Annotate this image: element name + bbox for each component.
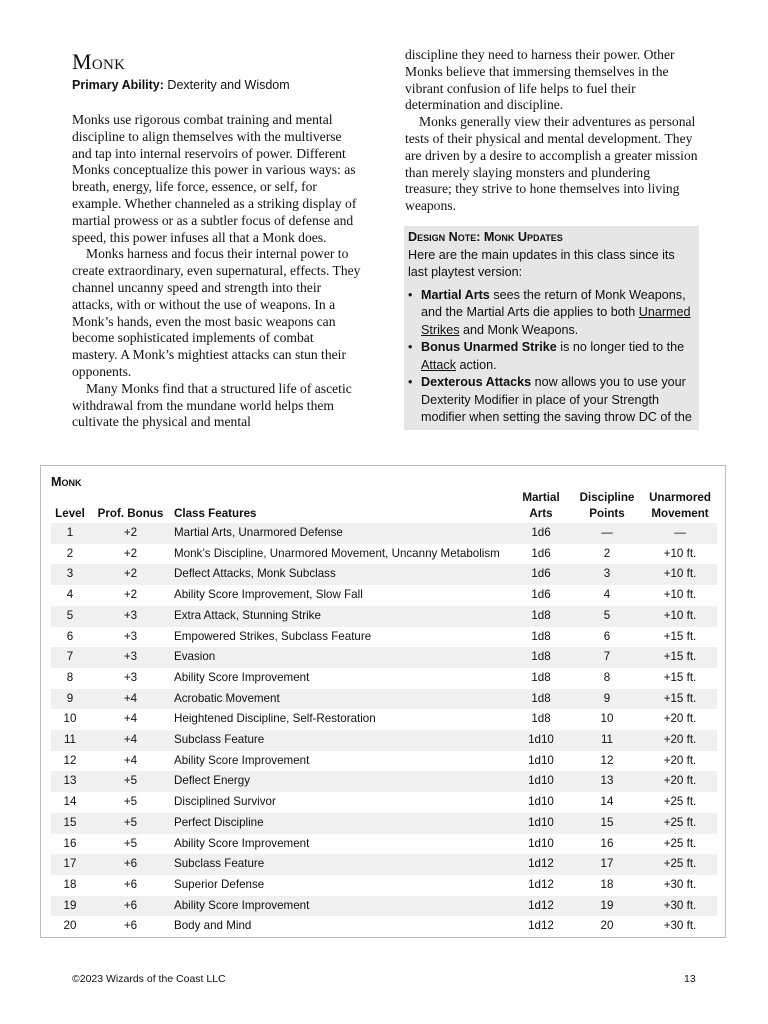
cell-martial-arts: 1d10 — [511, 771, 571, 792]
table-row — [51, 709, 717, 730]
table-row — [51, 834, 717, 855]
cell-class-features: Monk’s Discipline, Unarmored Movement, Uncanny Metabolism — [174, 546, 500, 560]
cell-martial-arts: 1d8 — [531, 712, 551, 726]
bullet-text: now allows you to use your Dexterity Modifier in place of your Strength modifier when setting the saving throw DC of the — [421, 375, 692, 424]
cell-discipline-points: 17 — [571, 854, 643, 875]
footer-copyright: ©2023 Wizards of the Coast LLC — [72, 973, 226, 985]
header-martial-arts — [511, 490, 571, 523]
table-row — [51, 585, 717, 606]
cell-unarmored-movement: +30 ft. — [663, 919, 697, 933]
cell-prof-bonus: +4 — [89, 689, 172, 710]
cell-level: 11 — [51, 730, 89, 751]
sidebar-list — [408, 287, 696, 427]
cell-level: 19 — [51, 896, 89, 917]
cell-class-features: Deflect Attacks, Monk Subclass — [172, 564, 511, 585]
cell-class-features: Perfect Discipline — [172, 813, 511, 834]
cell-prof-bonus: +2 — [123, 588, 138, 602]
cell-discipline-points: 8 — [603, 670, 611, 684]
cell-discipline-points: 19 — [571, 896, 643, 917]
cell-martial-arts: 1d12 — [511, 854, 571, 875]
cell-level: 8 — [66, 670, 74, 684]
cell-martial-arts: 1d10 — [528, 836, 554, 850]
paragraph: Many Monks find that a structured life of ascetic withdrawal from the mundane world helps them cultivate the physical and mental — [72, 380, 352, 430]
cell-prof-bonus: +4 — [123, 753, 138, 767]
cell-prof-bonus: +3 — [89, 647, 172, 668]
cell-level: 17 — [51, 854, 89, 875]
cell-level: 6 — [66, 629, 74, 643]
cell-discipline-points: 4 — [603, 588, 611, 602]
table-title: Monk — [51, 475, 82, 489]
cell-prof-bonus: +6 — [89, 854, 172, 875]
cell-prof-bonus: +4 — [89, 730, 172, 751]
cell-level: 13 — [51, 771, 89, 792]
cell-level: 14 — [63, 795, 77, 809]
cell-unarmored-movement: +25 ft. — [663, 836, 697, 850]
cell-discipline-points: 15 — [571, 813, 643, 834]
cell-unarmored-movement: +25 ft. — [643, 854, 717, 875]
cell-level: 4 — [66, 588, 74, 602]
bullet-text: and Monk Weapons. — [459, 322, 579, 337]
table-row — [51, 564, 717, 585]
table-row — [51, 916, 717, 937]
page-title: Monk — [72, 49, 126, 74]
cell-level: 12 — [63, 753, 77, 767]
cell-discipline-points: 5 — [571, 606, 643, 627]
cell-class-features: Empowered Strikes, Subclass Feature — [174, 629, 372, 643]
cell-martial-arts: 1d6 — [531, 588, 551, 602]
bullet-text: action. — [456, 357, 497, 372]
cell-unarmored-movement: +20 ft. — [663, 753, 697, 767]
cell-level: 20 — [63, 919, 77, 933]
cell-martial-arts: 1d12 — [511, 896, 571, 917]
cell-unarmored-movement: — — [643, 523, 717, 544]
cell-prof-bonus: +3 — [89, 606, 172, 627]
cell-unarmored-movement: +20 ft. — [663, 712, 697, 726]
cell-unarmored-movement: +15 ft. — [663, 629, 697, 643]
bullet-term: Bonus Unarmed Strike — [421, 340, 557, 354]
sidebar-title: Design Note: Monk Updates — [408, 230, 563, 244]
cell-martial-arts: 1d12 — [528, 877, 554, 891]
header-unarmored-movement — [643, 490, 717, 523]
cell-level: 1 — [51, 523, 89, 544]
cell-discipline-points: 11 — [571, 730, 643, 751]
cell-class-features: Extra Attack, Stunning Strike — [172, 606, 511, 627]
sidebar-bullet — [408, 374, 696, 427]
page-number: 13 — [684, 973, 696, 985]
header-discipline-points — [571, 490, 643, 523]
cell-class-features: Ability Score Improvement — [174, 753, 310, 767]
paragraph: discipline they need to harness their power. Other Monks believe that immersing themselves in the vibrant confusion of life helps to fuel their determination and discipline. — [405, 47, 675, 113]
cell-martial-arts: 1d8 — [511, 647, 571, 668]
header-line: Arts — [529, 506, 553, 520]
sidebar-bullet — [408, 287, 696, 340]
cell-prof-bonus: +5 — [89, 771, 172, 792]
cell-prof-bonus: +6 — [89, 896, 172, 917]
cell-unarmored-movement: +25 ft. — [643, 813, 717, 834]
cell-class-features: Martial Arts, Unarmored Defense — [172, 523, 511, 544]
table-row — [51, 730, 717, 751]
cell-discipline-points: 2 — [603, 546, 611, 560]
cell-class-features: Ability Score Improvement, Slow Fall — [174, 588, 363, 602]
cell-discipline-points: 7 — [571, 647, 643, 668]
header-line: Points — [589, 506, 625, 520]
cell-discipline-points: 10 — [600, 712, 614, 726]
cell-prof-bonus: +5 — [123, 795, 138, 809]
cell-martial-arts: 1d6 — [531, 546, 551, 560]
cell-martial-arts: 1d10 — [528, 795, 554, 809]
cell-martial-arts: 1d10 — [511, 730, 571, 751]
cell-class-features: Superior Defense — [174, 877, 265, 891]
header-line: Unarmored — [649, 491, 711, 504]
cell-discipline-points: — — [571, 523, 643, 544]
header-level: Level — [55, 506, 85, 520]
table-row — [51, 606, 717, 627]
cell-unarmored-movement: +10 ft. — [643, 564, 717, 585]
cell-prof-bonus: +2 — [123, 546, 138, 560]
cell-discipline-points: 12 — [600, 753, 614, 767]
bullet-text: is no longer tied to the — [556, 340, 685, 354]
cell-class-features: Ability Score Improvement — [174, 670, 310, 684]
cell-class-features: Deflect Energy — [172, 771, 511, 792]
paragraph: Monks generally view their adventures as personal tests of their physical and mental development. They are driven by a desire to accomplish a greater mission than merely slaying monsters and plundering treasure; they strive to hone themselves into living weapons. — [405, 114, 698, 214]
cell-level: 9 — [51, 689, 89, 710]
table-row — [51, 813, 717, 834]
right-column — [405, 47, 700, 215]
cell-discipline-points: 16 — [600, 836, 614, 850]
cell-prof-bonus: +3 — [123, 629, 138, 643]
cell-class-features: Body and Mind — [174, 919, 252, 933]
cell-unarmored-movement: +10 ft. — [663, 588, 697, 602]
table-row — [51, 689, 717, 710]
paragraph: Monks harness and focus their internal power to create extraordinary, even supernatural, effects. They channel uncanny speed and strength into their attacks, with or without the use of weapons. In a Monk’s hands, even the most basic weapons can become sophisticated implements of combat mastery. A Monk’s mightiest attacks can stun their opponents. — [72, 246, 361, 379]
table-row — [51, 751, 717, 772]
cell-unarmored-movement: +20 ft. — [643, 771, 717, 792]
cell-martial-arts: 1d10 — [528, 753, 554, 767]
cell-unarmored-movement: +10 ft. — [663, 546, 697, 560]
cell-prof-bonus: +6 — [123, 877, 138, 891]
cell-martial-arts: 1d12 — [528, 919, 554, 933]
cell-prof-bonus: +5 — [89, 813, 172, 834]
cell-level: 10 — [63, 712, 77, 726]
cell-level: 3 — [51, 564, 89, 585]
table-row — [51, 875, 717, 896]
cell-level: 18 — [63, 877, 77, 891]
header-line: Movement — [651, 506, 709, 520]
cell-martial-arts: 1d8 — [531, 670, 551, 684]
cell-class-features: Acrobatic Movement — [172, 689, 511, 710]
cell-discipline-points: 3 — [571, 564, 643, 585]
table-row — [51, 896, 717, 917]
cell-level: 2 — [66, 546, 74, 560]
rule-link-unarmed-strikes[interactable]: Unarmed Strikes — [421, 305, 691, 337]
cell-unarmored-movement: +10 ft. — [643, 606, 717, 627]
sidebar-bullet — [408, 339, 696, 374]
header-line: Discipline — [579, 491, 635, 504]
bullet-term: Dexterous Attacks — [421, 375, 532, 389]
cell-class-features: Ability Score Improvement — [172, 896, 511, 917]
cell-discipline-points: 13 — [571, 771, 643, 792]
cell-martial-arts: 1d8 — [511, 606, 571, 627]
sidebar-intro: Here are the main updates in this class since its last playtest version: — [408, 247, 675, 279]
cell-level: 7 — [51, 647, 89, 668]
cell-prof-bonus: +4 — [123, 712, 138, 726]
header-prof-bonus: Prof. Bonus — [97, 506, 164, 520]
table-row — [51, 544, 717, 565]
cell-prof-bonus: +5 — [123, 836, 138, 850]
header-class-features: Class Features — [174, 506, 257, 520]
cell-class-features: Ability Score Improvement — [174, 836, 310, 850]
cell-unarmored-movement: +15 ft. — [663, 670, 697, 684]
cell-prof-bonus: +3 — [123, 670, 138, 684]
cell-discipline-points: 18 — [600, 877, 614, 891]
cell-unarmored-movement: +30 ft. — [643, 896, 717, 917]
cell-level: 15 — [51, 813, 89, 834]
cell-martial-arts: 1d8 — [531, 629, 551, 643]
cell-level: 16 — [63, 836, 77, 850]
monk-class-table — [51, 490, 717, 937]
table-row — [51, 647, 717, 668]
cell-martial-arts: 1d6 — [511, 564, 571, 585]
cell-martial-arts: 1d10 — [511, 813, 571, 834]
cell-unarmored-movement: +30 ft. — [663, 877, 697, 891]
cell-prof-bonus: +2 — [89, 523, 172, 544]
header-line: Martial — [522, 491, 560, 504]
paragraph: Monks use rigorous combat training and mental discipline to align themselves with the multiverse and tap into internal reservoirs of power. Different Monks conceptualize this power in various ways: as breath, energy, life force, essence, or self, for example. Whether channeled as a striking display of martial prowess or as a subtler focus of defense and speed, this power infuses all that a Monk does. — [72, 112, 357, 245]
table-row — [51, 771, 717, 792]
cell-unarmored-movement: +15 ft. — [643, 647, 717, 668]
cell-class-features: Subclass Feature — [172, 854, 511, 875]
cell-discipline-points: 20 — [600, 919, 614, 933]
cell-class-features: Evasion — [172, 647, 511, 668]
table-row — [51, 668, 717, 689]
cell-unarmored-movement: +20 ft. — [643, 730, 717, 751]
cell-discipline-points: 14 — [600, 795, 614, 809]
cell-martial-arts: 1d8 — [511, 689, 571, 710]
design-note-sidebar — [404, 226, 699, 430]
cell-prof-bonus: +6 — [123, 919, 138, 933]
cell-level: 5 — [51, 606, 89, 627]
primary-ability-value: Dexterity and Wisdom — [163, 78, 290, 92]
bullet-text: sees the return of Monk Weapons, and the Martial Arts die applies to both — [421, 287, 686, 319]
table-row — [51, 854, 717, 875]
cell-class-features: Disciplined Survivor — [174, 795, 276, 809]
primary-ability-label: Primary Ability: — [72, 78, 164, 92]
left-column — [72, 112, 362, 431]
table-row — [51, 627, 717, 648]
cell-class-features: Subclass Feature — [172, 730, 511, 751]
cell-unarmored-movement: +15 ft. — [643, 689, 717, 710]
cell-discipline-points: 9 — [571, 689, 643, 710]
table-body — [51, 523, 717, 937]
cell-discipline-points: 6 — [603, 629, 611, 643]
bullet-term: Martial Arts — [421, 287, 490, 302]
monk-table-box — [40, 465, 726, 938]
table-row — [51, 792, 717, 813]
cell-martial-arts: 1d6 — [511, 523, 571, 544]
cell-prof-bonus: +2 — [89, 564, 172, 585]
cell-class-features: Heightened Discipline, Self-Restoration — [174, 712, 376, 726]
cell-unarmored-movement: +25 ft. — [663, 795, 697, 809]
table-row — [51, 523, 717, 544]
table-header-row — [51, 490, 717, 523]
primary-ability — [72, 78, 290, 92]
rule-link-attack[interactable]: Attack — [421, 357, 456, 372]
